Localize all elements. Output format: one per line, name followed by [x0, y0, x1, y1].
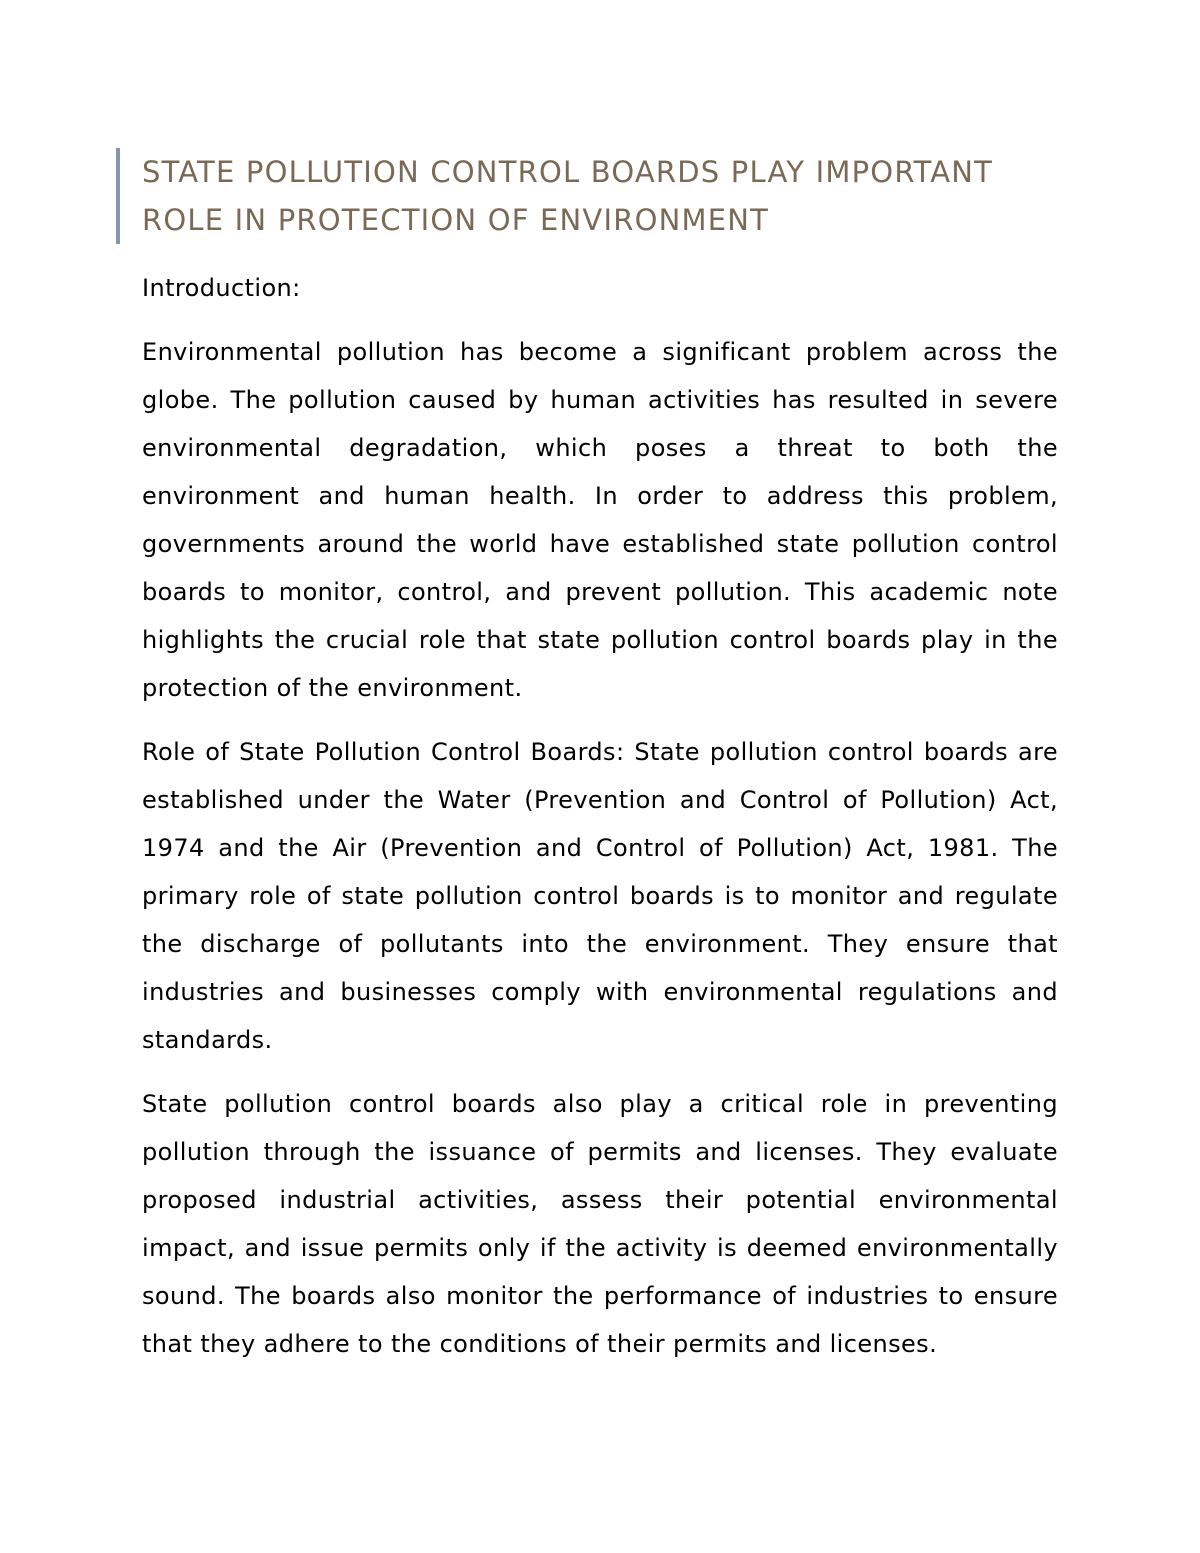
intro-label: Introduction: — [142, 274, 301, 302]
title-block — [116, 148, 1061, 244]
document-body — [142, 264, 1058, 1384]
paragraph-role-of-boards: Role of State Pollution Control Boards: State pollution control boards are established under the Water (Prevention and Control of Pollution) Act, 1974 and the Air (Prevention and Control of Pollution) Act, 1981. The primary role of state pollution control boards is to monitor and regulate the discharge of pollutants into the environment. They ensure that industries and businesses comply with environmental regulations and standards. — [142, 738, 1058, 1054]
document-title: STATE POLLUTION CONTROL BOARDS PLAY IMPORTANT ROLE IN PROTECTION OF ENVIRONMENT — [142, 155, 994, 237]
paragraph-introduction: Environmental pollution has become a significant problem across the globe. The pollution caused by human activities has resulted in severe environmental degradation, which poses a threat to both the environment and human health. In order to address this problem, governments around the world have established state pollution control boards to monitor, control, and prevent pollution. This academic note highlights the crucial role that state pollution control boards play in the protection of the environment. — [142, 338, 1058, 702]
paragraph-permits-and-licenses: State pollution control boards also play a critical role in preventing pollution through the issuance of permits and licenses. They evaluate proposed industrial activities, assess their potential environmental impact, and issue permits only if the activity is deemed environmentally sound. The boards also monitor the performance of industries to ensure that they adhere to the conditions of their permits and licenses. — [142, 1090, 1058, 1358]
